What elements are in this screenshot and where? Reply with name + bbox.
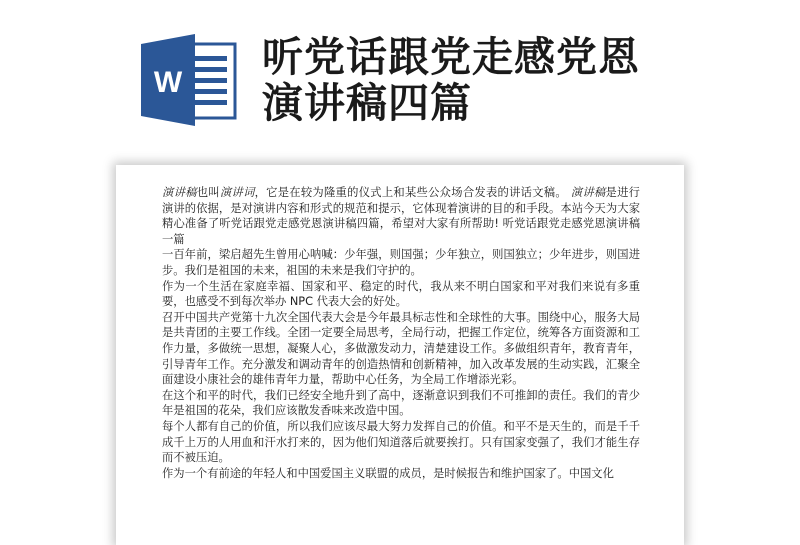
term-speech-draft-2: 演讲稿 [570,186,606,199]
paragraph: 作为一个生活在家庭幸福、国家和平、稳定的时代，我从来不明白国家和平对我们来说有多重要，也感受不到每次举办 NPC 代表大会的好处。 [162,279,640,309]
term-speech-words: 演讲词 [219,186,255,199]
title-line-1: 听党话跟党走感党恩 [262,33,640,81]
word-document-icon [139,34,239,126]
header [0,0,800,160]
page-title [262,34,782,126]
paragraph: 每个人都有自己的价值，所以我们应该尽最大努力发挥自己的价值。和平不是天生的，而是千千成千上万的人用血和汗水打来的，因为他们知道落后就要挨打。只有国家变强了，我们才能生存而不被压迫。 [162,419,640,465]
term-speech-draft: 演讲稿 [162,186,197,199]
logo-letter: W [153,66,183,99]
paragraph: 召开中国共产党第十九次全国代表大会是今年最具标志性和全球性的大事。围绕中心，服务大局是共青团的主要工作线。全团一定要全局思考，全局行动，把握工作定位，统筹各方面资源和工作力量，多做统一思想，凝聚人心，多做激发动力，清楚建设工作。多做组织青年，教育青年，引导青年工作。充分激发和调动青年的创造热情和创新精神，加入改革发展的生动实践，汇聚全面建设小康社会的雄伟青年力量，帮助中心任务，为全局工作增添光彩。 [162,310,640,387]
document-page [116,165,684,545]
title-line-2: 演讲稿四篇 [262,79,472,127]
paragraph: 一百年前，梁启超先生曾用心呐喊：少年强，则国强；少年独立，则国独立；少年进步，则国进步。我们是祖国的未来，祖国的未来是我们守护的。 [162,248,640,277]
paragraph: 在这个和平的时代，我们已经安全地升到了高中，逐渐意识到我们不可推卸的责任。我们的青少年是祖国的花朵，我们应该散发香味来改造中国。 [162,388,640,418]
paragraph: 作为一个有前途的年轻人和中国爱国主义联盟的成员，是时候报告和维护国家了。中国文化 [162,466,614,480]
intro-paragraph: 演讲稿也叫演讲词，它是在较为隆重的仪式上和某些公众场合发表的讲话文稿。 演讲稿是进行演讲的依据，是对演讲内容和形式的规范和提示，它体现着演讲的目的和手段。本站今天为大家精心准备了听党话跟党走感党恩演讲稿四篇，希望对大家有所帮助! 听党话跟党走感党恩演讲稿一篇 [162,186,640,246]
document-body [162,185,640,481]
